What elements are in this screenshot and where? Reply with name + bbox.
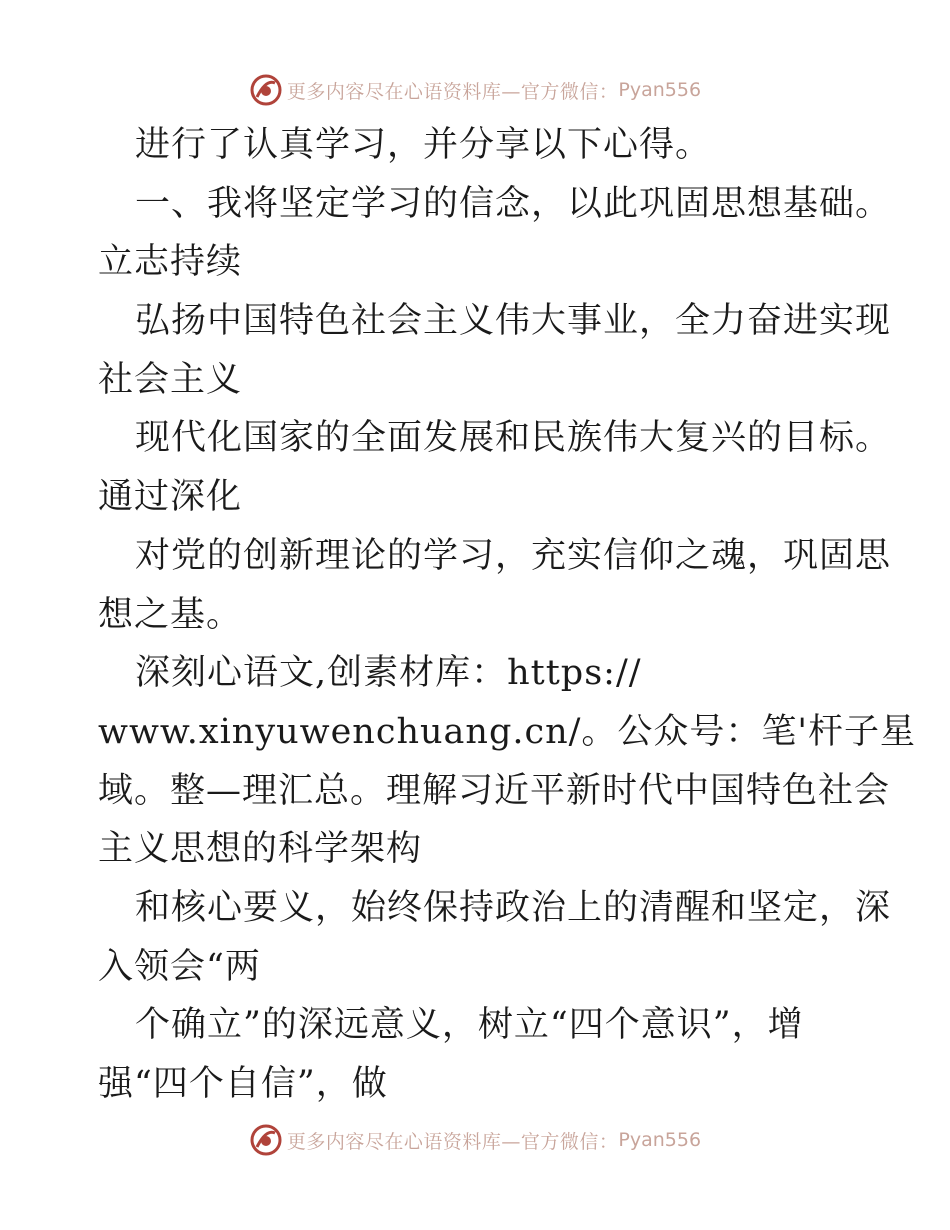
body-line: 主义思想的科学架构 — [98, 829, 423, 870]
body-line: 对党的创新理论的学习，充实信仰之魂，巩固思 — [135, 535, 892, 576]
body-line: 一、我将坚定学习的信念，以此巩固思想基础。 — [135, 183, 892, 224]
xinyu-logo-icon — [249, 1123, 283, 1157]
body-line: www.xinyuwenchuang.cn/。公众号：笔'杆子星 — [98, 711, 917, 752]
footer-banner — [0, 1120, 950, 1160]
body-line: 通过深化 — [98, 477, 243, 518]
body-line: 进行了认真学习，并分享以下心得。 — [135, 125, 712, 165]
header-banner — [0, 70, 950, 110]
body-line: 想之基。 — [98, 594, 243, 635]
xinyu-logo-icon — [249, 73, 283, 107]
banner-text: 更多内容尽在心语资料库—官方微信： — [286, 80, 619, 103]
body-line: 深刻心语文,创素材库：https:// — [135, 653, 642, 694]
wechat-id: Pyan556 — [618, 79, 702, 101]
document-body — [98, 116, 917, 1114]
wechat-id: Pyan556 — [618, 1129, 702, 1151]
body-line: 和核心要义，始终保持政治上的清醒和坚定，深 — [135, 887, 892, 928]
banner-text: 更多内容尽在心语资料库—官方微信： — [286, 1130, 619, 1153]
body-line: 入领会“两 — [98, 946, 261, 987]
body-line: 社会主义 — [98, 359, 243, 400]
body-line: 个确立”的深远意义，树立“四个意识”，增 — [135, 1005, 804, 1046]
body-line: 域。整—理汇总。理解习近平新时代中国特色社会 — [98, 770, 891, 811]
body-line: 立志持续 — [98, 242, 243, 283]
body-line: 强“四个自信”，做 — [98, 1064, 388, 1104]
body-line: 弘扬中国特色社会主义伟大事业，全力奋进实现 — [135, 301, 892, 342]
body-line: 现代化国家的全面发展和民族伟大复兴的目标。 — [135, 418, 892, 459]
